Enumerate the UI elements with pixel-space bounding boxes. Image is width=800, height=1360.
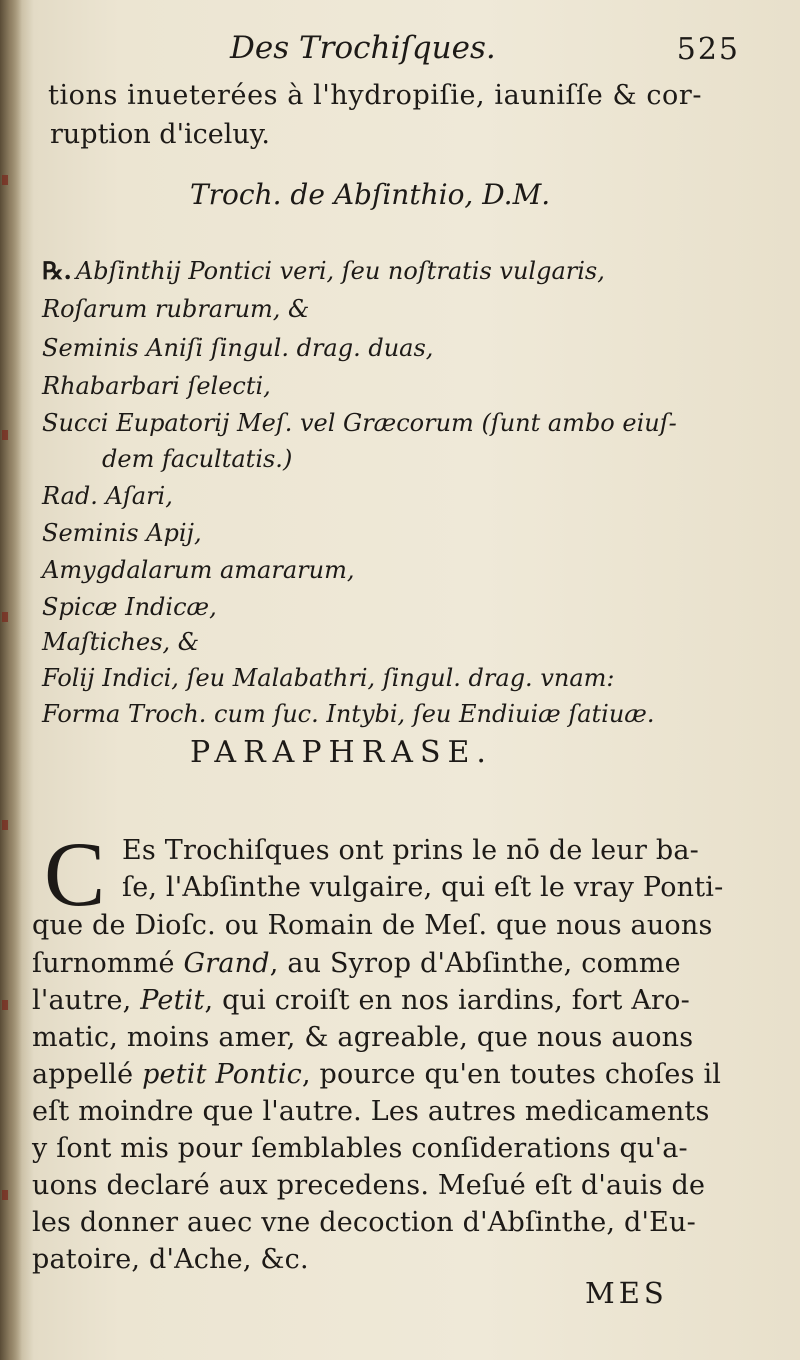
recipe-line: Rad. Aſari, bbox=[42, 482, 173, 510]
body-text: l'autre, bbox=[32, 985, 141, 1016]
drop-cap: C bbox=[44, 823, 106, 925]
margin-mark bbox=[2, 820, 8, 830]
body-line: patoire, d'Ache, &c. bbox=[32, 1244, 309, 1275]
margin-mark bbox=[2, 430, 8, 440]
margin-mark bbox=[2, 1000, 8, 1010]
page-header bbox=[40, 30, 740, 70]
intro-text bbox=[48, 76, 703, 154]
recipe-line: Rhabarbari ſelecti, bbox=[42, 372, 271, 400]
recipe-line: Spicæ Indicæ, bbox=[42, 593, 217, 621]
recipe-title: Troch. de Abſinthio, D.M. bbox=[190, 178, 551, 211]
margin-mark bbox=[2, 175, 8, 185]
text-line: tions inueterées à l'hydropiſie, iauniſſe & cor- bbox=[48, 80, 703, 111]
catchword: MES bbox=[585, 1276, 668, 1310]
recipe-line: dem facultatis.) bbox=[102, 445, 293, 473]
page-number: 525 bbox=[676, 32, 740, 67]
body-text: , pource qu'en toutes choſes il bbox=[301, 1059, 722, 1090]
recipe-line: Maſtiches, & bbox=[42, 628, 200, 656]
body-line bbox=[32, 948, 681, 979]
body-line: matic, moins amer, & agreable, que nous auons bbox=[32, 1022, 694, 1053]
body-line: ſe, l'Abſinthe vulgaire, qui eſt le vray Ponti- bbox=[122, 872, 724, 903]
page-gutter-edge bbox=[0, 0, 22, 1360]
emphasis: Petit bbox=[140, 985, 205, 1016]
recipe-line bbox=[42, 256, 605, 285]
body-line bbox=[32, 1059, 721, 1090]
body-line: les donner auec vne decoction d'Abſinthe, d'Eu- bbox=[32, 1207, 696, 1238]
emphasis: petit Pontic bbox=[142, 1059, 302, 1090]
margin-mark bbox=[2, 612, 8, 622]
recipe-line-text: Abſinthij Pontici veri, ſeu noſtratis vulgaris, bbox=[75, 257, 605, 285]
recipe-line: Seminis Apij, bbox=[42, 519, 202, 547]
body-line: eſt moindre que l'autre. Les autres medicaments bbox=[32, 1096, 710, 1127]
margin-mark bbox=[2, 1190, 8, 1200]
text-line: ruption d'iceluy. bbox=[50, 119, 271, 150]
recipe-line: Folij Indici, ſeu Malabathri, ſingul. drag. vnam: bbox=[42, 664, 615, 692]
body-line bbox=[32, 985, 690, 1016]
body-text: , au Syrop d'Abſinthe, comme bbox=[269, 948, 681, 979]
body-line: uons declaré aux precedens. Meſué eſt d'auis de bbox=[32, 1170, 706, 1201]
recipe-line: Succi Eupatorij Meſ. vel Græcorum (ſunt ambo eiuſ- bbox=[42, 409, 677, 437]
running-head: Des Trochiſques. bbox=[230, 30, 496, 66]
body-line: que de Dioſc. ou Romain de Meſ. que nous auons bbox=[32, 910, 713, 941]
recipe-line: Forma Troch. cum ſuc. Intybi, ſeu Endiuiæ ſatiuæ. bbox=[42, 700, 655, 728]
body-text: appellé bbox=[32, 1059, 143, 1090]
section-heading: PARAPHRASE. bbox=[190, 735, 493, 770]
rx-symbol: ℞. bbox=[42, 256, 72, 285]
recipe-line: Seminis Aniſi ſingul. drag. duas, bbox=[42, 334, 434, 362]
body-line: Es Trochiſques ont prins le nō de leur ba- bbox=[122, 835, 699, 866]
body-line: y ſont mis pour ſemblables conſiderations qu'a- bbox=[32, 1133, 688, 1164]
body-text: , qui croiſt en nos iardins, fort Aro- bbox=[204, 985, 690, 1016]
recipe-line: Amygdalarum amararum, bbox=[42, 556, 355, 584]
body-text: ſurnommé bbox=[32, 948, 184, 979]
emphasis: Grand bbox=[183, 948, 270, 979]
recipe-line: Roſarum rubrarum, & bbox=[42, 295, 310, 323]
